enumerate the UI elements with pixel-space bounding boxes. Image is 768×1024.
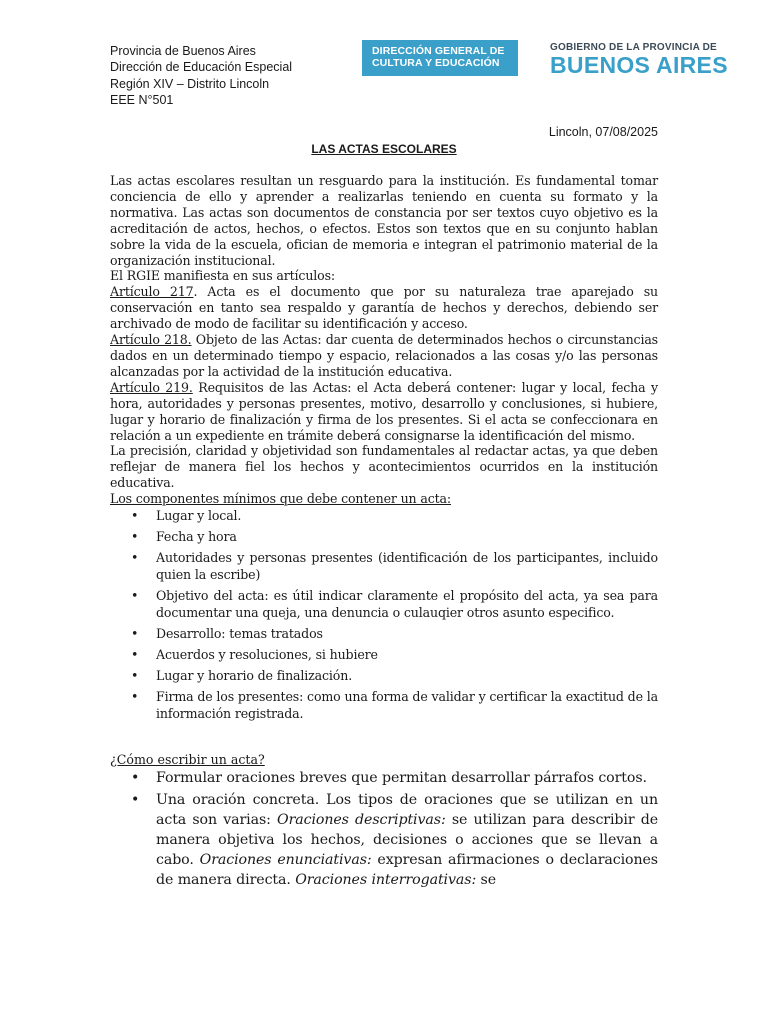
bullet-icon: • (131, 667, 139, 683)
list-item: • Lugar y horario de finalización. (131, 667, 353, 683)
howto-heading: ¿Cómo escribir un acta? (110, 752, 265, 767)
article-219-label: Artículo 219. (110, 379, 193, 395)
list-item: • Fecha y hora (131, 528, 237, 544)
bullet-icon: • (131, 647, 139, 663)
article-219-text: Requisitos de las Actas: el Acta deberá contener: lugar y local, fecha y hora, autoridades y personas presentes, motivo, desarrollo y conclusiones, si hubiere, lugar y horario de finalización y firma de los presentes. Si el acta se confeccionara en relación a un expediente en trámite deberá consignarse la identificación del mismo. (110, 379, 658, 443)
article-218-label: Artículo 218. (110, 332, 192, 348)
howto-list (110, 768, 658, 890)
bullet-icon: • (131, 770, 140, 786)
dgce-logo-line1: DIRECCIÓN GENERAL DE (372, 45, 505, 57)
precision-paragraph: La precisión, claridad y objetividad son fundamentales al redactar actas, ya que deben reflejar de manera fiel los hechos y acontecimientos ocurridos en la institución educativa. (110, 443, 658, 491)
list-item: • Acuerdos y resoluciones, si hubiere (131, 647, 378, 663)
gba-logo (550, 42, 728, 78)
bullet-icon: • (131, 791, 140, 808)
document-date: Lincoln, 07/08/2025 (548, 125, 658, 139)
list-item: • Desarrollo: temas tratados (131, 626, 323, 642)
bullet-icon: • (131, 688, 139, 704)
list-item: • Firma de los presentes: como una forma de validar y certificar la exactitud de la información registrada. (131, 688, 658, 722)
bullet-icon: • (131, 549, 139, 565)
article-218-text: Objeto de las Actas: dar cuenta de determinados hechos o circunstancias dados en un determinado tiempo y espacio, relacionados a las cosas y/o las personas alcanzadas por la actividad de la institución educativa. (110, 332, 658, 379)
article-218 (110, 332, 658, 380)
howto-section (110, 752, 658, 891)
intro-paragraph: Las actas escolares resultan un resguardo para la institución. Es fundamental tomar conciencia de ello y aprender a realizarlas teniendo en cuenta su formato y la normativa. Las actas son documentos de constancia por ser textos cuyo objetivo es la acreditación de actos, hechos, o efectos. Estos son textos que en su conjunto hablan sobre la vida de la escuela, ofician de memoria e integran el patrimonio material de la organización institucional. (110, 173, 658, 268)
gba-logo-line2: BUENOS AIRES (550, 52, 728, 78)
dgce-logo (362, 40, 518, 76)
rgie-intro: El RGIE manifiesta en sus artículos: (110, 268, 336, 284)
header-line-region: Región XIV – Distrito Lincoln (110, 76, 270, 91)
list-item: • Objetivo del acta: es útil indicar claramente el propósito del acta, ya sea para documentar una queja, una denuncia o culauqier otros asunto especifico. (131, 587, 658, 621)
bullet-icon: • (131, 587, 139, 603)
bullet-icon: • (131, 528, 139, 544)
document-title: LAS ACTAS ESCOLARES (311, 142, 457, 156)
bullet-icon: • (131, 626, 139, 642)
article-219 (110, 380, 658, 444)
components-list (110, 507, 658, 723)
list-item: • Formular oraciones breves que permitan desarrollar párrafos cortos. (131, 770, 647, 786)
header-line-province: Provincia de Buenos Aires (110, 44, 256, 58)
header-line-school: EEE N°501 (110, 92, 174, 107)
article-217 (110, 284, 658, 332)
article-217-label: Artículo 217 (110, 284, 194, 300)
header-line-direction: Dirección de Educación Especial (110, 60, 293, 75)
dgce-logo-line2: CULTURA Y EDUCACIÓN (372, 57, 500, 69)
list-item: • Una oración concreta. Los tipos de oraciones que se utilizan en un acta son varias: Oraciones descriptivas: se utilizan para describir de manera objetiva los hechos, decisiones o acciones que se llevan a cabo. Oraciones enunciativas: expresan afirmaciones o declaraciones de manera directa. Oraciones interrogativas: se (131, 791, 658, 888)
list-item: • Autoridades y personas presentes (identificación de los participantes, incluido quien la escribe) (131, 549, 658, 583)
gba-logo-line1: GOBIERNO DE LA PROVINCIA DE (550, 42, 717, 53)
institution-header (110, 43, 292, 108)
list-item: • Lugar y local. (131, 508, 242, 524)
components-heading: Los componentes mínimos que debe contener un acta: (110, 491, 451, 507)
document-body (110, 173, 658, 726)
article-217-text: . Acta es el documento que por su naturaleza trae aparejado su conservación en tanto sea respaldo y garantía de hechos y derechos, debiendo ser archivado de modo de facilitar su identificación y acceso. (110, 284, 659, 332)
bullet-icon: • (131, 508, 139, 524)
